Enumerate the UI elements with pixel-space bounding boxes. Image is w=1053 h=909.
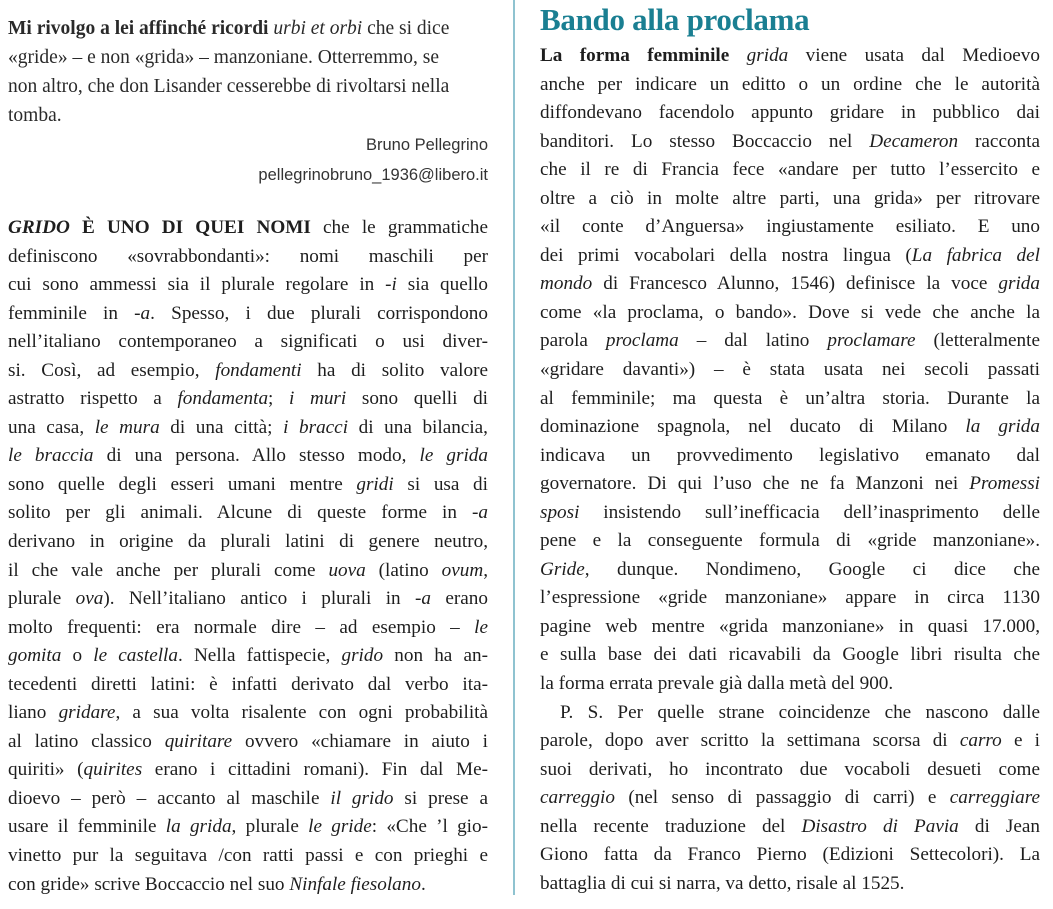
article-heading: Bando alla proclama: [540, 2, 810, 37]
article-line: mondo di Francesco Alunno, 1546) definisce la voce grida: [540, 273, 1040, 295]
letter-email: pellegrinobruno_1936@libero.it: [258, 166, 488, 184]
article-line: con gride» scrive Boccaccio nel suo Ninfale fiesolano.: [8, 873, 426, 895]
article-line: suoi derivati, ho incontrato due vocaboli desueti come: [540, 758, 1040, 780]
article-line: gomita o le castella. Nella fattispecie, grido non ha an-: [8, 645, 488, 667]
article-line: plurale ova). Nell’italiano antico i plurali in -a erano: [8, 588, 488, 610]
letter-line: «gride» – e non «grida» – manzoniane. Otterremmo, se: [8, 47, 440, 68]
article-line: GRIDO È UNO DI QUEI NOMI che le grammatiche: [8, 217, 488, 238]
article-line: derivano in origine da plurali latini di genere neutro,: [8, 531, 488, 553]
article-line: una casa, le mura di una città; i bracci di una bilancia,: [8, 416, 488, 438]
article-line: «il conte d’Anguersa» ingiustamente esiliato. E uno: [540, 216, 1040, 238]
article-line: sono quelle degli esseri umani mentre gridi si usa di: [8, 473, 488, 495]
article-line: dei primi vocabolari della nostra lingua (La fabrica del: [540, 244, 1040, 266]
article-line: quiriti» (quirites erano i cittadini romani). Fin dal Me-: [8, 759, 488, 781]
article-line: astratto rispetto a fondamenta; i muri sono quelli di: [8, 388, 488, 410]
article-line: sposi insistendo sull’inefficacia dell’inasprimento delle: [540, 501, 1040, 523]
article-line: anche per indicare un editto o un ordine che le autorità: [540, 73, 1040, 95]
article-line: liano gridare, a sua volta risalente con ogni probabilità: [8, 702, 489, 724]
article-line: come «la proclama, o bando». Dove si vede che anche la: [540, 301, 1040, 323]
article-line: solito per gli animali. Alcune di queste forme in -a: [8, 502, 488, 524]
article-line: La forma femminile grida viene usata dal Medioevo: [540, 45, 1040, 66]
article-line: tecedenti diretti latini: è infatti derivato dal verbo ita-: [8, 673, 488, 695]
article-line: dominazione spagnola, nel ducato di Milano la grida: [540, 416, 1040, 438]
article-line: parola proclama – dal latino proclamare (letteralmente: [540, 330, 1040, 352]
article-line: e sulla base dei dati ricavabili da Google libri risulta che: [540, 644, 1040, 666]
article-line: molto frequenti: era normale dire – ad esempio – le: [8, 616, 488, 638]
article-line: pene e la conseguente formula di «gride manzoniane».: [540, 530, 1040, 552]
article-line: Giono fatta da Franco Pierno (Edizioni Settecolori). La: [540, 844, 1040, 866]
article-line: P. S. Per quelle strane coincidenze che nascono dalle: [560, 701, 1040, 723]
article-line: carreggio (nel senso di passaggio di carri) e carreggiare: [540, 787, 1040, 809]
article-line: definiscono «sovrabbondanti»: nomi maschili per: [8, 245, 488, 267]
article-line: vinetto pur la seguitava /con ratti passi e con prieghi e: [8, 845, 488, 867]
article-line: governatore. Di qui l’uso che ne fa Manzoni nei Promessi: [540, 473, 1040, 495]
article-line: oltre a ciò in molte altre parti, una grida» per ritrovare: [540, 187, 1040, 209]
article-line: femminile in -a. Spesso, i due plurali corrispondono: [8, 302, 488, 324]
letter-line: tomba.: [8, 105, 62, 126]
reader-letter: [8, 14, 488, 190]
article-right-column: [540, 0, 1040, 898]
article-line: battaglia di cui si narra, va detto, risale al 1525.: [540, 872, 905, 894]
article-line: la forma errata prevale già dalla metà del 900.: [540, 673, 894, 695]
article-line: pagine web mentre «grida manzoniane» in quasi 17.000,: [540, 615, 1040, 637]
article-line: indicava un provvedimento legislativo emanato dal: [540, 444, 1040, 466]
article-line: il che vale anche per plurali come uova (latino ovum,: [8, 559, 488, 581]
article-line: Gride, dunque. Nondimeno, Google ci dice che: [540, 558, 1040, 580]
article-line: cui sono ammessi sia il plurale regolare in -i sia quello: [8, 274, 488, 296]
letter-line: Mi rivolgo a lei affinché ricordi urbi et orbi che si dice: [8, 18, 450, 39]
article-line: l’espressione «gride manzoniane» appare in circa 1130: [540, 587, 1040, 609]
article-line: al latino classico quiritare ovvero «chiamare in aiuto i: [8, 730, 488, 752]
letter-line: non altro, che don Lisander cesserebbe di rivoltarsi nella: [8, 76, 450, 97]
article-line: che il re di Francia fece «andare per tutto l’essercito e: [540, 159, 1040, 181]
article-line: dioevo – però – accanto al maschile il grido si prese a: [8, 787, 488, 809]
article-line: al femminile; ma questa è un’altra storia. Durante la: [540, 387, 1040, 409]
letter-body: [8, 14, 488, 130]
article-line: nella recente traduzione del Disastro di Pavia di Jean: [540, 815, 1040, 837]
article-line: diffondevano facendolo appunto gridare in pubblico dai: [540, 102, 1040, 124]
article-line: usare il femminile la grida, plurale le gride: «Che ’l gio-: [8, 816, 488, 838]
letter-author: Bruno Pellegrino: [366, 136, 488, 154]
article-left-column: [8, 214, 488, 899]
article-line: nell’italiano contemporaneo a significati o usi diver-: [8, 331, 488, 353]
column-divider: [513, 0, 515, 895]
article-line: «gridare davanti») – è stata usata nei secoli passati: [540, 359, 1040, 381]
article-right-body: [540, 42, 1040, 898]
article-line: si. Così, ad esempio, fondamenti ha di solito valore: [8, 359, 488, 381]
article-line: banditori. Lo stesso Boccaccio nel Decameron racconta: [540, 130, 1040, 152]
article-line: le braccia di una persona. Allo stesso modo, le grida: [8, 445, 488, 467]
article-line: parole, dopo aver scritto la settimana scorsa di carro e i: [540, 730, 1040, 752]
